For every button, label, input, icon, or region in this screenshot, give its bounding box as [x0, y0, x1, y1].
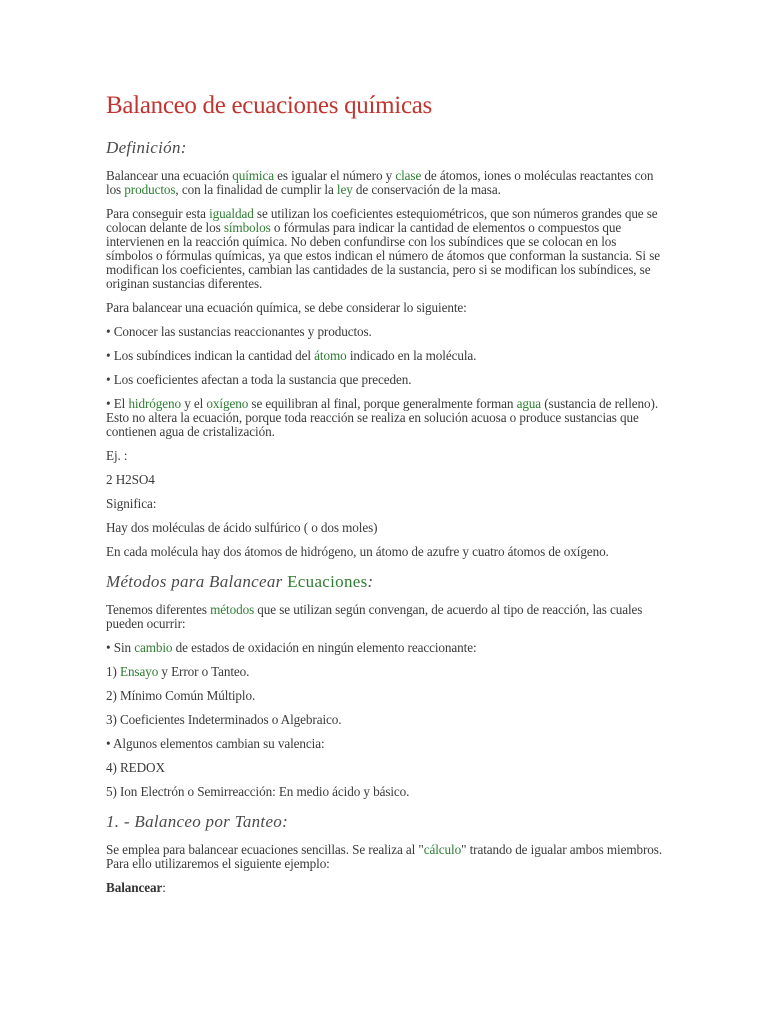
- paragraph-methods: Tenemos diferentes métodos que se utilizan según convengan, de acuerdo al tipo de reacción, las cuales pueden ocurrir:: [106, 602, 643, 631]
- method-2: 2) Mínimo Común Múltiplo.: [106, 688, 256, 703]
- example-label: Ej. :: [106, 448, 128, 463]
- link-calculo[interactable]: cálculo: [423, 842, 462, 857]
- method-3: 3) Coeficientes Indeterminados o Algebraico.: [106, 712, 342, 727]
- meaning-moles: Hay dos moléculas de ácido sulfúrico ( o dos moles): [106, 520, 378, 535]
- link-simbolos[interactable]: símbolos: [223, 220, 271, 235]
- paragraph-coefficients: Para conseguir esta igualdad se utilizan los coeficientes estequiométricos, que son números grandes que se colocan delante de los símbolos o fórmulas para indicar la cantidad de elementos o compuestos que intervienen en la reacción química. No deben confundirse con los subíndices que se colocan en los símbolos o fórmulas químicas, ya que estos indican el número de átomos que conforman la sustancia. Si se modifican los coeficientes, cambian las cantidades de la sustancia, pero si se modifican los subíndices, se originan sustancias diferentes.: [106, 206, 660, 291]
- method-4: 4) REDOX: [106, 760, 165, 775]
- balancear-label: Balancear:: [106, 880, 166, 895]
- link-ley[interactable]: ley: [336, 182, 353, 197]
- page-title: Balanceo de ecuaciones químicas: [106, 92, 432, 119]
- example-formula: 2 H2SO4: [106, 472, 155, 487]
- link-ecuaciones[interactable]: Ecuaciones: [287, 572, 368, 591]
- bullet-valence-change: • Algunos elementos cambian su valencia:: [106, 736, 325, 751]
- link-metodos[interactable]: métodos: [210, 602, 255, 617]
- paragraph-tanteo: Se emplea para balancear ecuaciones sencillas. Se realiza al "cálculo" tratando de igualar ambos miembros. Para ello utilizaremos el siguiente ejemplo:: [106, 842, 663, 871]
- link-oxigeno[interactable]: oxígeno: [206, 396, 249, 411]
- bullet-subindices: • Los subíndices indican la cantidad del átomo indicado en la molécula.: [106, 348, 477, 363]
- meaning-label: Significa:: [106, 496, 157, 511]
- heading-definition: Definición:: [106, 138, 187, 157]
- bullet-know-substances: • Conocer las sustancias reaccionantes y productos.: [106, 324, 372, 339]
- heading-methods: Métodos para Balancear Ecuaciones:: [106, 572, 374, 591]
- bullet-hydrogen-oxygen: • El hidrógeno y el oxígeno se equilibran al final, porque generalmente forman agua (sustancia de relleno). Esto no altera la ecuación, porque toda reacción se realiza en solución acuosa o produce sustancias que contienen agua de cristalización.: [106, 396, 659, 439]
- bullet-no-change: • Sin cambio de estados de oxidación en ningún elemento reaccionante:: [106, 640, 477, 655]
- link-atomo[interactable]: átomo: [314, 348, 347, 363]
- link-agua[interactable]: agua: [516, 396, 542, 411]
- link-cambio[interactable]: cambio: [134, 640, 173, 655]
- meaning-molecule: En cada molécula hay dos átomos de hidrógeno, un átomo de azufre y cuatro átomos de oxígeno.: [106, 544, 609, 559]
- link-productos[interactable]: productos: [124, 182, 176, 197]
- link-clase[interactable]: clase: [395, 168, 422, 183]
- article-body: [106, 89, 666, 905]
- method-5: 5) Ion Electrón o Semirreacción: En medio ácido y básico.: [106, 784, 410, 799]
- link-igualdad[interactable]: igualdad: [209, 206, 254, 221]
- bullet-coefficients: • Los coeficientes afectan a toda la sustancia que preceden.: [106, 372, 412, 387]
- paragraph-considerations: Para balancear una ecuación química, se debe considerar lo siguiente:: [106, 300, 467, 315]
- method-1: 1) Ensayo y Error o Tanteo.: [106, 664, 250, 679]
- link-hidrogeno[interactable]: hidrógeno: [128, 396, 182, 411]
- link-quimica[interactable]: química: [232, 168, 274, 183]
- link-ensayo[interactable]: Ensayo: [119, 664, 159, 679]
- heading-tanteo: 1. - Balanceo por Tanteo:: [106, 812, 289, 831]
- paragraph-definition: Balancear una ecuación química es igualar el número y clase de átomos, iones o moléculas reactantes con los productos, con la finalidad de cumplir la ley de conservación de la masa.: [106, 168, 654, 197]
